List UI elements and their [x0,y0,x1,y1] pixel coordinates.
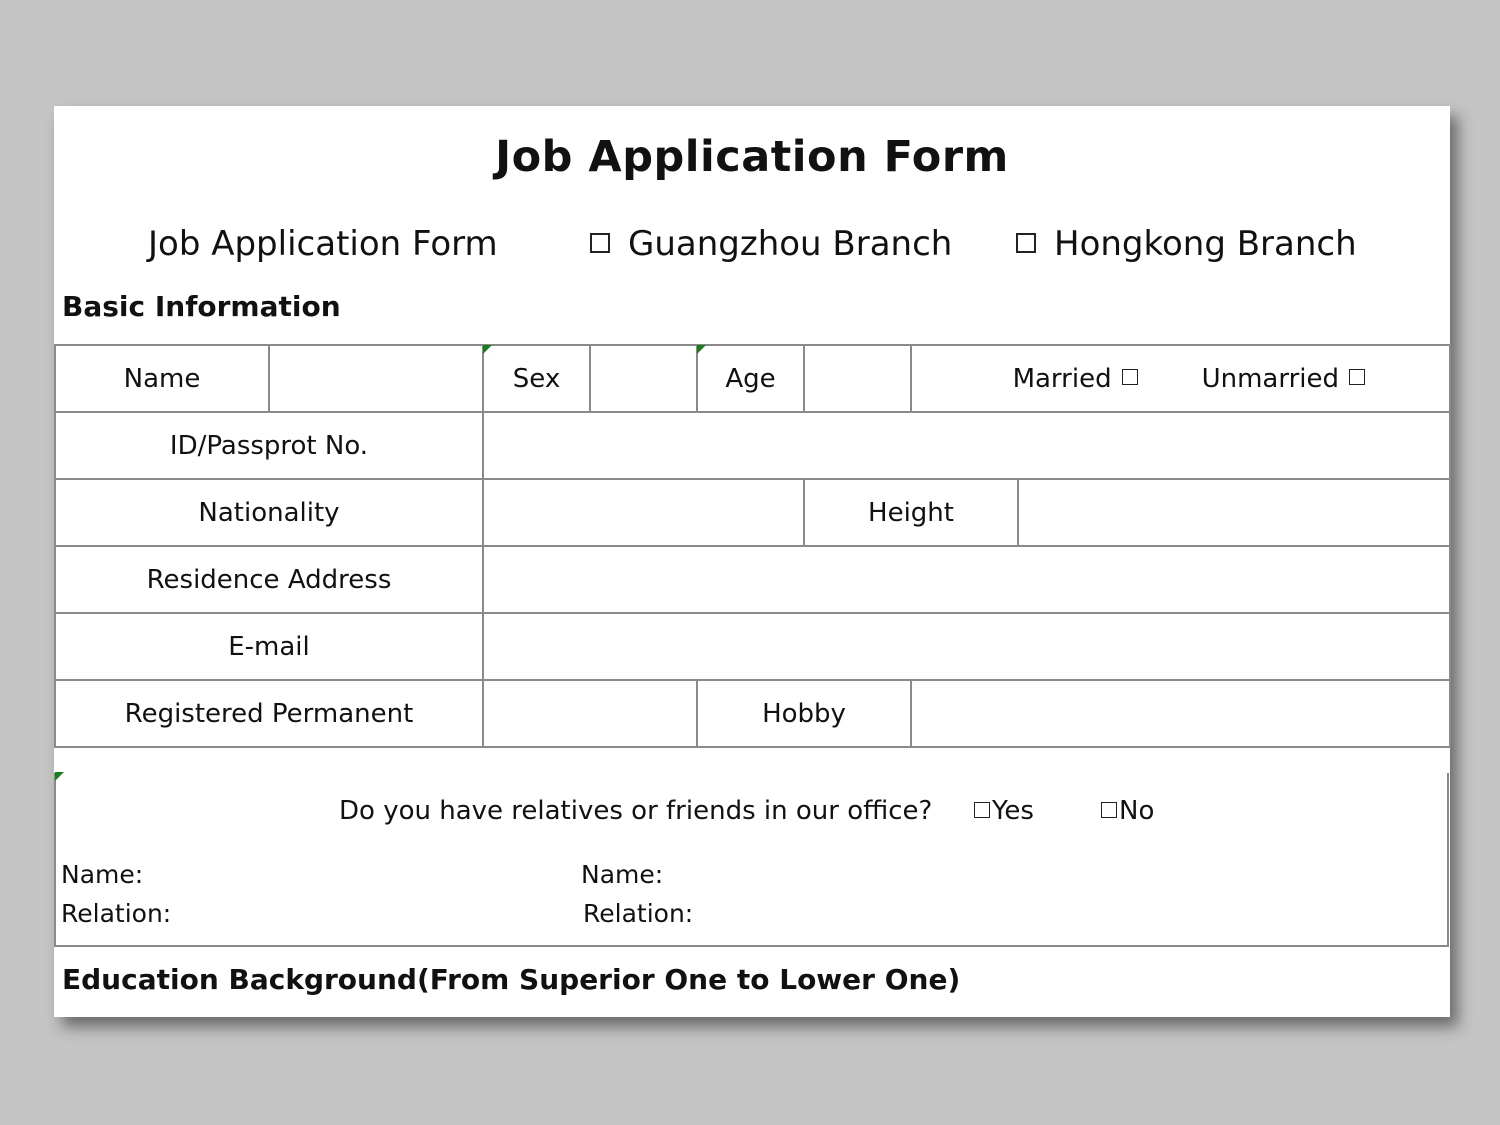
registered-permanent-label: Registered Permanent [55,680,483,747]
checkbox-no-icon[interactable] [1101,802,1117,818]
form-title: Job Application Form [495,132,1009,182]
nationality-label: Nationality [55,479,483,546]
sex-label: Sex [483,345,590,412]
relative-2-name-field[interactable]: Name: [581,860,664,889]
checkbox-unmarried-icon[interactable] [1349,369,1365,385]
name-label: Name [55,345,269,412]
basic-information-heading: Basic Information [62,290,341,323]
basic-information-table [54,344,1451,748]
table-row [55,546,1450,613]
height-input[interactable] [1018,479,1450,546]
relatives-no-label: No [1119,796,1155,826]
id-passport-input[interactable] [483,412,1450,479]
height-label: Height [804,479,1018,546]
relatives-question: Do you have relatives or friends in our office? [339,796,933,826]
relatives-yes-label: Yes [992,796,1034,826]
hobby-label: Hobby [697,680,911,747]
registered-permanent-input[interactable] [483,680,697,747]
unmarried-option[interactable] [1202,364,1365,394]
relative-1-relation-field[interactable]: Relation: [61,899,172,928]
checkbox-hongkong-icon[interactable] [1016,233,1036,253]
relative-1-name-field[interactable]: Name: [61,860,144,889]
relative-2-relation-field[interactable]: Relation: [583,899,694,928]
table-row [55,680,1450,747]
email-input[interactable] [483,613,1450,680]
name-input[interactable] [269,345,483,412]
form-sheet [54,106,1450,1017]
sex-input[interactable] [590,345,697,412]
table-row [55,412,1450,479]
table-row [55,613,1450,680]
checkbox-yes-icon[interactable] [974,802,990,818]
relatives-yes-option[interactable] [974,796,1034,826]
email-label: E-mail [55,613,483,680]
branch-option-hongkong[interactable] [1016,224,1357,272]
age-label: Age [697,345,804,412]
id-passport-label: ID/Passprot No. [55,412,483,479]
table-row [55,345,1450,412]
checkbox-guangzhou-icon[interactable] [590,233,610,253]
table-row [55,479,1450,546]
hobby-input[interactable] [911,680,1450,747]
relatives-no-option[interactable] [1101,796,1154,826]
branch-row-label: Job Application Form [148,224,498,264]
age-input[interactable] [804,345,911,412]
relatives-section [54,773,1449,947]
marital-status-cell [911,345,1450,412]
branch-option-label: Hongkong Branch [1054,224,1357,264]
education-background-heading: Education Background(From Superior One to Lower One) [62,963,961,996]
branch-option-guangzhou[interactable] [590,224,952,272]
nationality-input[interactable] [483,479,804,546]
residence-address-label: Residence Address [55,546,483,613]
branch-option-label: Guangzhou Branch [628,224,953,264]
checkbox-married-icon[interactable] [1122,369,1138,385]
unmarried-label: Unmarried [1201,363,1339,394]
married-option[interactable] [1013,364,1138,394]
married-label: Married [1012,363,1112,394]
residence-address-input[interactable] [483,546,1450,613]
